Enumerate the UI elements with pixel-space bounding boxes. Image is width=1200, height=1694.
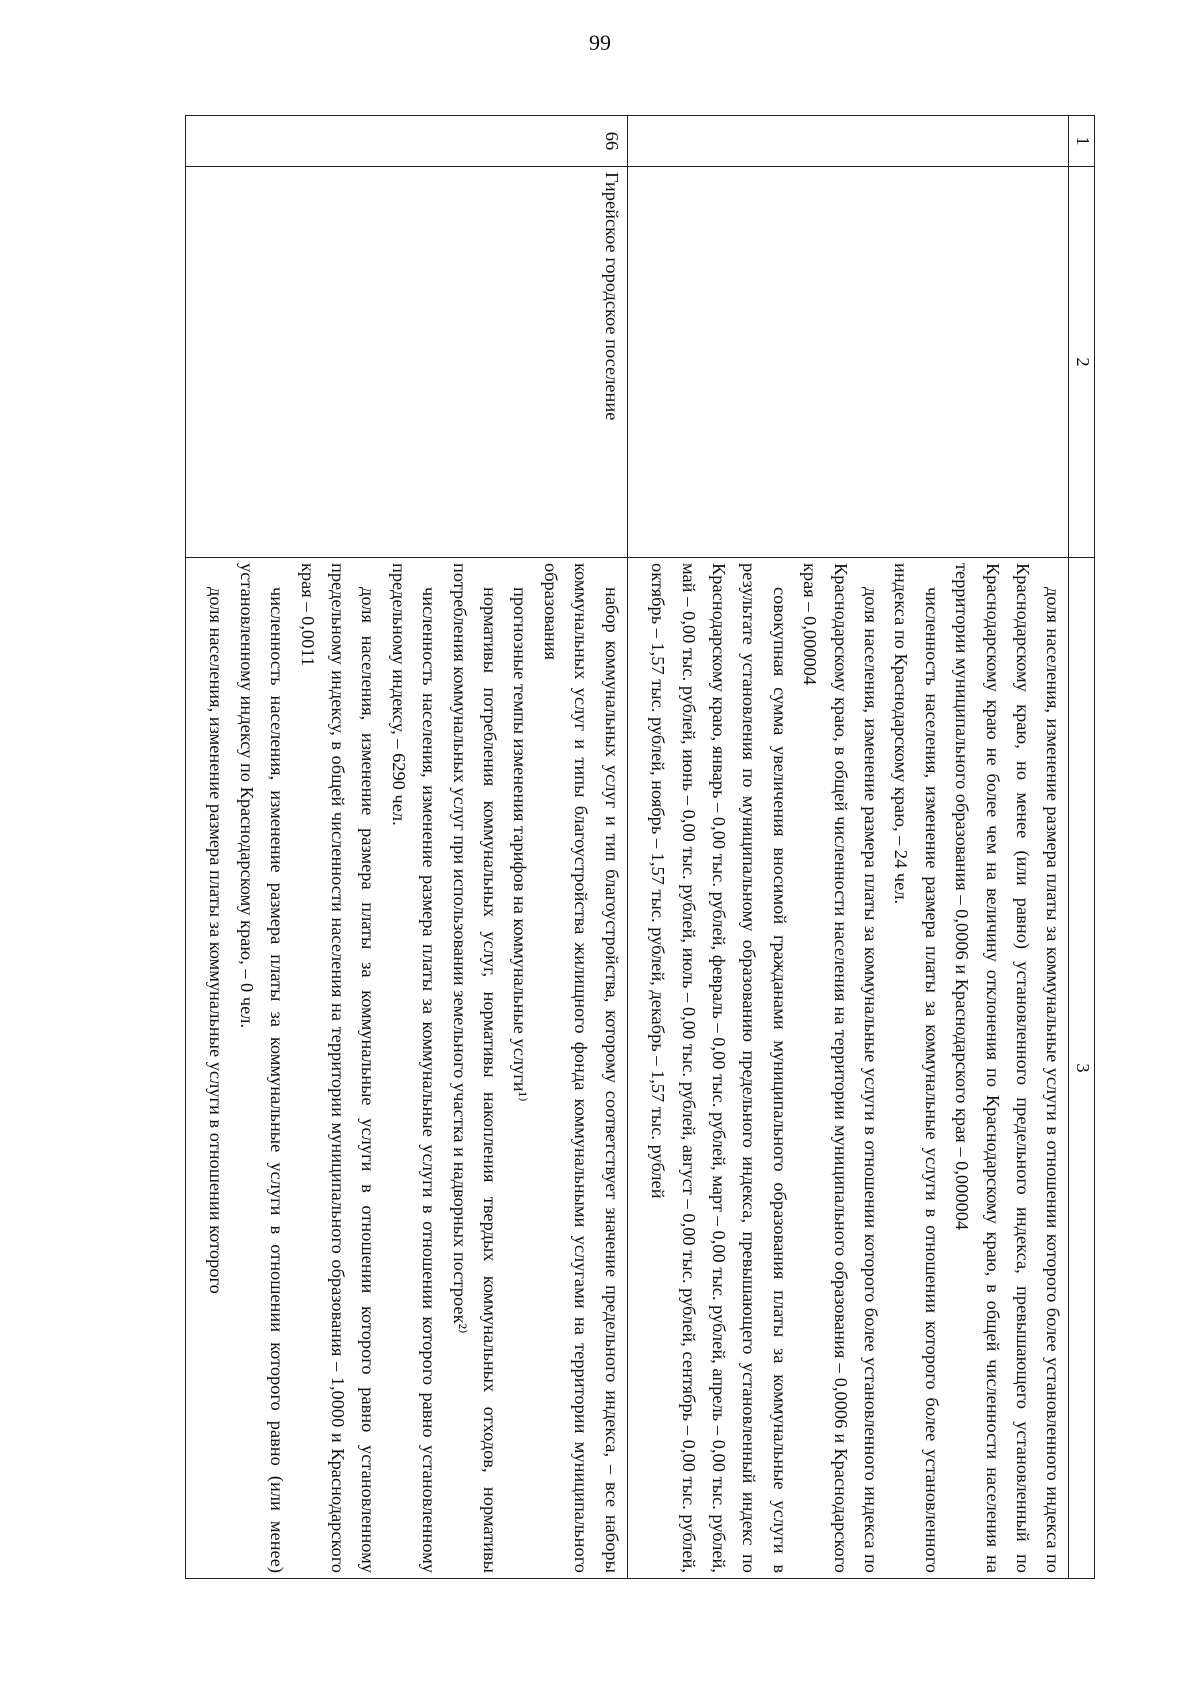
row-name: [627, 167, 1069, 558]
header-col-3-label: 3: [1073, 1063, 1093, 1073]
paragraph: прогнозные темпы изменения тарифов на коммунальные услуги¹⁾: [510, 587, 531, 1102]
paragraph: совокупная сумма увеличения вносимой гражданами муниципального образования платы за коммунальные услуги в результате установления по муниципальному образованию предельного индекса, превышающего установленный индекс по Краснодарскому краю, январь – 0,00 тыс. рублей, февраль – 0,00 тыс. рублей, март – 0,00 тыс. рублей, апрель – 0,00 тыс. рублей, май – 0,00 тыс. рублей, июнь – 0,00 тыс. рублей, июль – 0,00 тыс. рублей, август – 0,00 тыс. рублей, сентябрь – 0,00 тыс. рублей, октябрь – 1,57 тыс. рублей, ноябрь – 1,57 тыс. рублей, декабрь – 1,57 тыс. рублей: [648, 563, 790, 1573]
paragraph: набор коммунальных услуг и тип благоустройства, которому соответствует значение предельного индекса, – все наборы коммунальных услуг и типы благоустройства жилищного фонда коммунальными услугами на территории муниципального образования: [540, 563, 622, 1573]
table-row: [186, 116, 628, 1579]
document-table: [185, 115, 1095, 1579]
table-header-row: [1069, 116, 1095, 1579]
paragraph: доля населения, изменение размера платы за коммунальные услуги в отношении которого: [206, 587, 227, 1294]
row-number: [627, 116, 1069, 167]
paragraph: доля населения, изменение размера платы за коммунальные услуги в отношении которого равно установленному предельному индексу, в общей численности населения на территории муниципального образования – 1,0000 и Краснодарского края – 0,0011: [297, 563, 379, 1573]
header-col-3: [1069, 558, 1095, 1579]
paragraph: доля населения, изменение размера платы за коммунальные услуги в отношении которого более установленного индекса по Краснодарскому краю, в общей численности населения на территории муниципального образования – 0,0006 и Краснодарского края – 0,000004: [800, 563, 881, 1573]
row-number: 66: [186, 116, 628, 167]
row-name: Гирейское городское поселение: [186, 167, 628, 558]
paragraph: доля населения, изменение размера платы за коммунальные услуги в отношении которого более установленного индекса по Краснодарскому краю, но менее (или равно) установленного предельного индекса, превышающего установленный по Краснодарскому краю не более чем на величину отклонения по Краснодарскому краю, в общей численности населения на территории муниципального образования – 0,0006 и Краснодарского края – 0,000004: [952, 563, 1064, 1573]
header-col-2: 2: [1069, 167, 1095, 558]
table-row: [627, 116, 1069, 1579]
row-content-inner: [628, 563, 1069, 1573]
page-number: 99: [589, 30, 611, 55]
row-content: [627, 558, 1069, 1579]
paragraph: численность населения, изменение размера платы за коммунальные услуги в отношении которого более установленного индекса по Краснодарскому краю, – 24 чел.: [891, 563, 942, 1573]
rotated-table-container: [185, 115, 1095, 1575]
row-content: [186, 558, 628, 1579]
paragraph: численность населения, изменение размера платы за коммунальные услуги в отношении которого равно (или менее) установленному индексу по Краснодарскому краю, – 0 чел.: [236, 563, 288, 1573]
row-content-inner: [186, 563, 627, 1573]
header-col-1: 1: [1069, 116, 1095, 167]
paragraph: нормативы потребления коммунальных услуг, нормативы накопления твердых коммунальных отходов, нормативы потребления коммунальных услуг при использовании земельного участка и надворных построек²⁾: [449, 563, 501, 1573]
paragraph: численность населения, изменение размера платы за коммунальные услуги в отношении которого равно установленному предельному индексу, – 6290 чел.: [388, 563, 440, 1573]
